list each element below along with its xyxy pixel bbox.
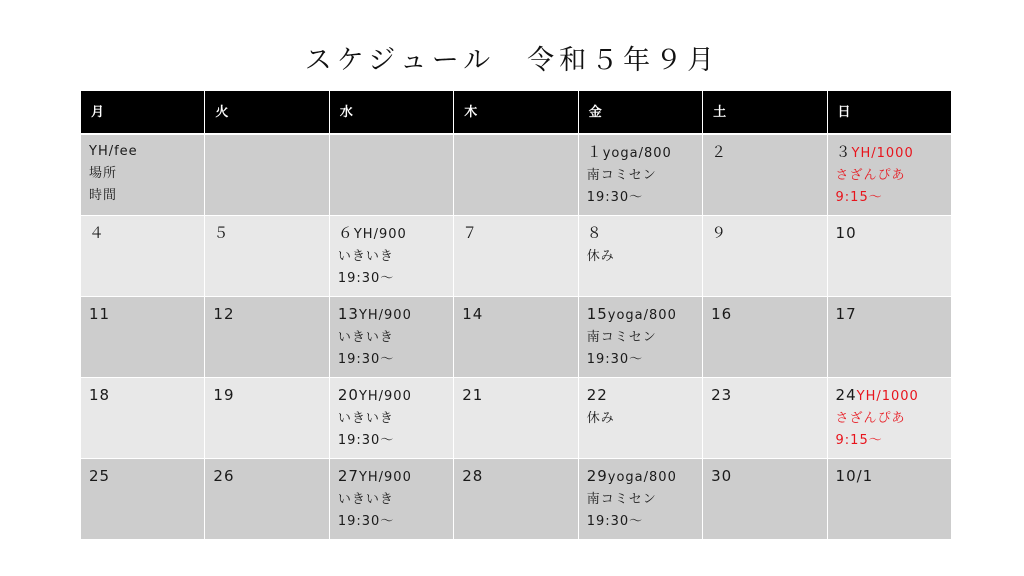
day-first-line (89, 303, 196, 327)
day-first-line (462, 303, 569, 327)
day-number: 27 (337, 466, 359, 485)
event-detail-line: 19:30～ (337, 270, 395, 286)
day-cell (205, 377, 329, 458)
day-first-line (711, 222, 818, 246)
day-first-line (836, 222, 943, 246)
event-detail-line: 休み (586, 248, 615, 264)
day-number: 22 (586, 385, 608, 404)
weekday-header: 水 (329, 91, 453, 134)
event-title: yoga/800 (607, 469, 677, 485)
day-cell (703, 134, 827, 216)
day-number: 14 (462, 304, 484, 323)
day-cell (827, 377, 951, 458)
day-first-line (711, 303, 818, 327)
day-first-line (587, 141, 694, 165)
day-number: 23 (711, 385, 733, 404)
day-cell (703, 377, 827, 458)
day-cell (329, 377, 453, 458)
event-detail-line: 19:30～ (337, 513, 395, 529)
event-detail-line: いきいき (337, 248, 394, 264)
day-cell (703, 458, 827, 539)
day-cell (81, 377, 205, 458)
day-cell (329, 296, 453, 377)
day-cell (454, 296, 578, 377)
event-detail-line: 場所 (89, 165, 118, 181)
weekday-header: 月 (81, 91, 205, 134)
event-detail-line: 南コミセン (586, 329, 657, 345)
day-number: 30 (711, 466, 733, 485)
event-title: yoga/800 (602, 145, 672, 161)
day-cell (578, 377, 702, 458)
day-first-line (89, 465, 196, 489)
day-cell (827, 215, 951, 296)
event-detail-line: 南コミセン (586, 167, 657, 183)
day-number: 21 (462, 385, 484, 404)
event-detail-line: 時間 (89, 187, 118, 203)
day-first-line (462, 384, 569, 408)
day-first-line (462, 222, 569, 246)
day-cell (578, 296, 702, 377)
day-number: 17 (835, 304, 857, 323)
event-detail-line: 19:30～ (586, 351, 644, 367)
event-detail-line: 19:30～ (337, 432, 395, 448)
day-number: ７ (462, 223, 479, 242)
day-cell (454, 134, 578, 216)
day-number: １ (586, 142, 603, 161)
day-number: 12 (213, 304, 235, 323)
day-cell (329, 134, 453, 216)
day-number: 15 (586, 304, 608, 323)
day-number: 19 (213, 385, 235, 404)
weekday-header: 火 (205, 91, 329, 134)
week-row (81, 296, 952, 377)
day-first-line (213, 303, 320, 327)
day-first-line (836, 465, 943, 489)
day-cell (205, 215, 329, 296)
event-detail-line: さざんぴあ (835, 167, 906, 183)
day-first-line (89, 384, 196, 408)
event-title: YH/900 (358, 469, 412, 485)
day-first-line (338, 384, 445, 408)
event-detail-line: 19:30～ (586, 513, 644, 529)
day-cell (205, 134, 329, 216)
week-row (81, 458, 952, 539)
day-cell (454, 458, 578, 539)
day-number: 24 (835, 385, 857, 404)
day-first-line (338, 303, 445, 327)
day-first-line (711, 384, 818, 408)
day-cell (81, 296, 205, 377)
day-cell (703, 215, 827, 296)
day-first-line (89, 222, 196, 246)
day-cell (329, 458, 453, 539)
day-cell (578, 458, 702, 539)
day-number: 20 (337, 385, 359, 404)
event-title: YH/900 (358, 307, 412, 323)
day-first-line (587, 303, 694, 327)
day-first-line (711, 141, 818, 165)
weekday-header: 日 (827, 91, 951, 134)
day-number: 28 (462, 466, 484, 485)
day-number: ５ (213, 223, 230, 242)
day-number: 13 (337, 304, 359, 323)
day-first-line (338, 222, 445, 246)
day-number: ２ (711, 142, 728, 161)
event-title: YH/900 (358, 388, 412, 404)
day-number: 26 (213, 466, 235, 485)
day-number: 11 (89, 304, 111, 323)
day-first-line (338, 465, 445, 489)
day-first-line (711, 465, 818, 489)
event-detail-line: 19:30～ (586, 189, 644, 205)
day-cell (454, 377, 578, 458)
day-first-line (462, 465, 569, 489)
event-detail-line: 9:15～ (835, 432, 883, 448)
day-cell (81, 134, 205, 216)
day-cell (205, 296, 329, 377)
day-cell (205, 458, 329, 539)
day-number: ４ (89, 223, 106, 242)
day-first-line (836, 384, 943, 408)
event-detail-line: さざんぴあ (835, 410, 906, 426)
day-first-line (213, 465, 320, 489)
day-first-line (587, 222, 694, 246)
day-number: 18 (89, 385, 111, 404)
event-detail-line: YH/fee (89, 143, 138, 159)
day-number: ８ (586, 223, 603, 242)
event-detail-line: 9:15～ (835, 189, 883, 205)
weekday-header: 木 (454, 91, 578, 134)
week-row (81, 134, 952, 216)
day-cell (81, 458, 205, 539)
event-detail-line: 19:30～ (337, 351, 395, 367)
event-title: YH/900 (353, 226, 407, 242)
calendar-body (81, 134, 952, 540)
day-number: 25 (89, 466, 111, 485)
event-detail-line: 休み (586, 410, 615, 426)
day-cell (81, 215, 205, 296)
event-detail-line: いきいき (337, 329, 394, 345)
day-number: 29 (586, 466, 608, 485)
calendar-table (80, 90, 952, 540)
day-cell (578, 134, 702, 216)
day-number: ９ (711, 223, 728, 242)
weekday-header: 金 (578, 91, 702, 134)
event-title: yoga/800 (607, 307, 677, 323)
day-number: 10 (835, 223, 857, 242)
day-cell (329, 215, 453, 296)
day-first-line (587, 465, 694, 489)
day-first-line (836, 303, 943, 327)
day-cell (827, 296, 951, 377)
day-first-line (587, 384, 694, 408)
day-number: ６ (337, 223, 354, 242)
day-number: 10/1 (835, 466, 874, 485)
week-row (81, 377, 952, 458)
event-title: YH/1000 (856, 388, 919, 404)
event-title: YH/1000 (851, 145, 914, 161)
week-row (81, 215, 952, 296)
weekday-header-row (81, 91, 952, 134)
event-detail-line: いきいき (337, 491, 394, 507)
page-title: スケジュール 令和５年９月 (304, 45, 720, 76)
event-detail-line: いきいき (337, 410, 394, 426)
event-detail-line: 南コミセン (586, 491, 657, 507)
day-cell (827, 134, 951, 216)
weekday-header: 土 (703, 91, 827, 134)
day-number: ３ (835, 142, 852, 161)
day-cell (827, 458, 951, 539)
day-cell (454, 215, 578, 296)
day-first-line (213, 222, 320, 246)
day-cell (703, 296, 827, 377)
day-first-line (836, 141, 943, 165)
day-cell (578, 215, 702, 296)
day-number: 16 (711, 304, 733, 323)
day-first-line (213, 384, 320, 408)
